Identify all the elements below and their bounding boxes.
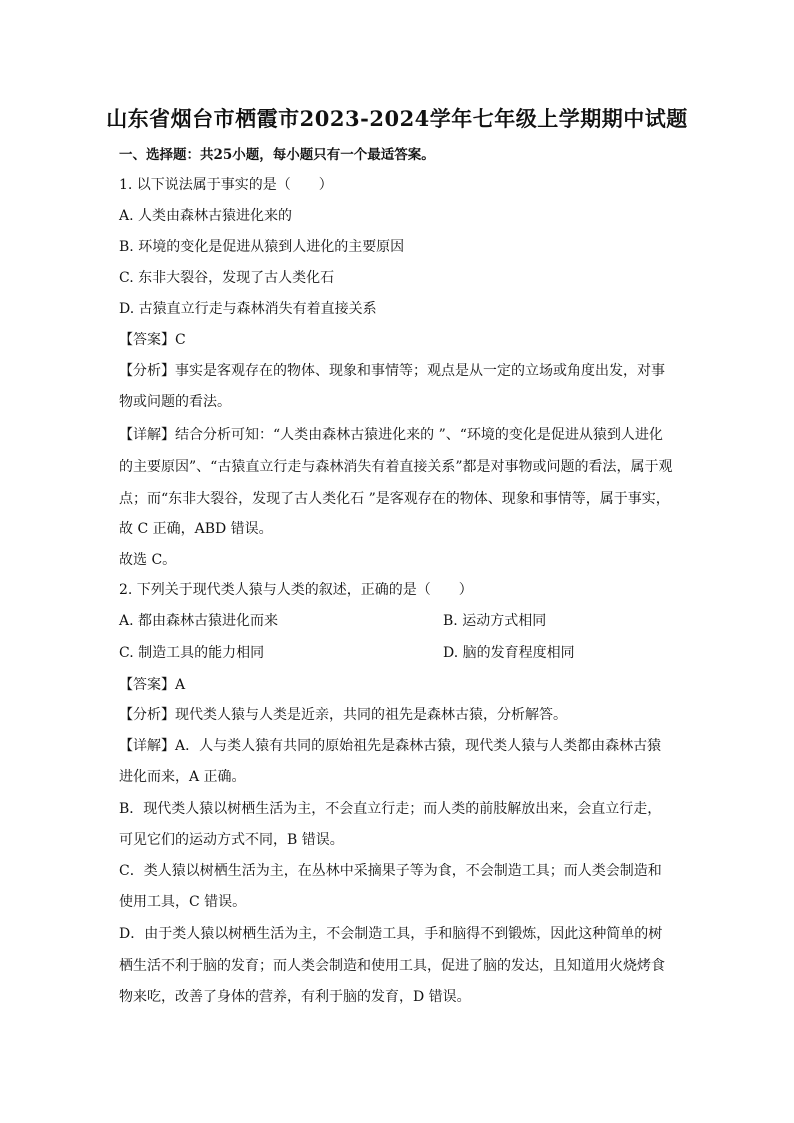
q1-stem: 1. 以下说法属于事实的是（ ） bbox=[119, 177, 333, 193]
q2-option-b: B. 运动方式相同 bbox=[443, 613, 547, 629]
q1-option-b: B. 环境的变化是促进从猿到人进化的主要原因 bbox=[119, 239, 405, 255]
q1-detail-line: 【详解】结合分析可知：“人类由森林古猿进化来的 ”、“环境的变化是促进从猿到人进化 bbox=[119, 427, 663, 443]
q2-detail-line: C．类人猿以树栖生活为主，在丛林中采摘果子等为食，不会制造工具；而人类会制造和 bbox=[119, 863, 662, 879]
q1-answer: 【答案】C bbox=[119, 332, 186, 348]
q2-stem: 2. 下列关于现代类人猿与人类的叙述，正确的是（ ） bbox=[119, 582, 473, 598]
q1-option-c: C. 东非大裂谷，发现了古人类化石 bbox=[119, 270, 335, 286]
q2-detail-line: 可见它们的运动方式不同，B 错误。 bbox=[119, 832, 344, 848]
q1-analysis-line: 物或问题的看法。 bbox=[119, 394, 231, 410]
q2-answer: 【答案】A bbox=[119, 677, 186, 693]
q2-analysis-line: 【分析】现代类人猿与人类是近亲，共同的祖先是森林古猿，分析解答。 bbox=[119, 707, 567, 723]
page-title: 山东省烟台市栖霞市2023-2024学年七年级上学期期中试题 bbox=[106, 106, 688, 131]
q2-option-a: A. 都由森林古猿进化而来 bbox=[119, 613, 279, 629]
q2-detail-line: D．由于类人猿以树栖生活为主，不会制造工具，手和脑得不到锻炼，因此这种简单的树 bbox=[119, 926, 663, 942]
q1-detail-line: 的主要原因”、“古猿直立行走与森林消失有着直接关系”都是对事物或问题的看法，属于观 bbox=[119, 459, 673, 475]
section-heading: 一、选择题：共25小题，每小题只有一个最适答案。 bbox=[119, 147, 435, 163]
q1-option-d: D. 古猿直立行走与森林消失有着直接关系 bbox=[119, 301, 377, 317]
q1-option-a: A. 人类由森林古猿进化来的 bbox=[119, 208, 293, 224]
q2-detail-line: 进化而来，A 正确。 bbox=[119, 769, 246, 785]
q2-detail-line: 栖生活不利于脑的发育；而人类会制造和使用工具，促进了脑的发达，且知道用火烧烤食 bbox=[119, 958, 665, 974]
q1-conclusion: 故选 C。 bbox=[119, 552, 177, 568]
q1-analysis-line: 【分析】事实是客观存在的物体、现象和事情等；观点是从一定的立场或角度出发，对事 bbox=[119, 363, 665, 379]
q2-detail-line: 使用工具，C 错误。 bbox=[119, 894, 247, 910]
q2-detail-line: B．现代类人猿以树栖生活为主，不会直立行走；而人类的前肢解放出来，会直立行走， bbox=[119, 801, 662, 817]
q2-detail-line: 【详解】A．人与类人猿有共同的原始祖先是森林古猿，现代类人猿与人类都由森林古猿 bbox=[119, 738, 662, 754]
q2-option-d: D. 脑的发育程度相同 bbox=[443, 645, 575, 661]
q2-detail-line: 物来吃，改善了身体的营养，有利于脑的发育，D 错误。 bbox=[119, 989, 471, 1005]
q1-detail-line: 点；而“东非大裂谷，发现了古人类化石 ”是客观存在的物体、现象和事情等，属于事实， bbox=[119, 491, 670, 507]
q1-detail-line: 故 C 正确，ABD 错误。 bbox=[119, 521, 273, 537]
q2-option-c: C. 制造工具的能力相同 bbox=[119, 645, 265, 661]
